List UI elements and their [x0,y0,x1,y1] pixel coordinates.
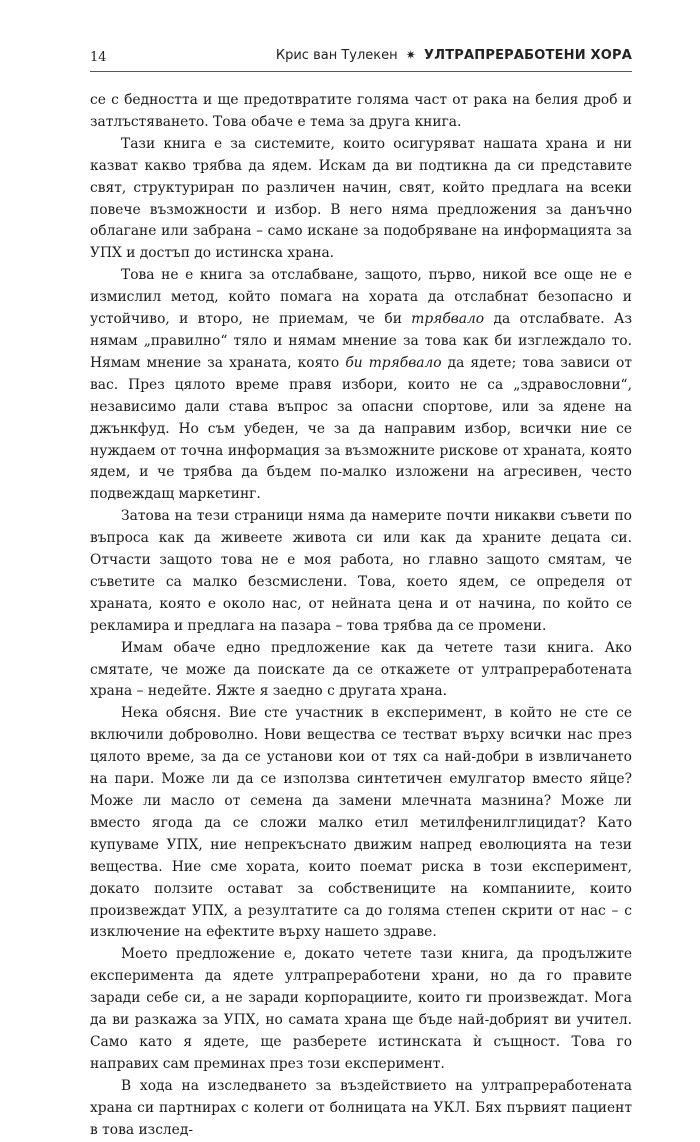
paragraph-8: В хода на изследването за въздействието на ултрапреработената храна си партнирах с колеги от болницата на УКЛ. Бях първият пациент в това изслед- [90,1077,632,1138]
star-separator-icon: ✷ [405,48,416,62]
book-title: УЛТРАПРЕРАБОТЕНИ ХОРА [423,48,632,63]
header-rule [90,71,632,72]
paragraph-3 [90,265,632,506]
running-header [90,44,632,70]
paragraph-1: се с бедността и ще предотвратите голяма част от рака на белия дроб и затлъстяването. Това обаче е тема за друга книга. [90,92,632,130]
paragraph-3-emphasis-a: трябвало [411,311,485,328]
paragraph-2: Тази книга е за системите, които осигуряват нашата храна и ни казват какво трябва да ядем. Искам да ви подтикна да си представите свят, структуриран по различен начин, свят, който предлага на всеки повече възможности и избор. В него няма предложения за данъчно облагане или забрана – само искане за подобряване на информацията за УПХ и достъп до истинска храна. [90,135,632,262]
paragraph-3-text-c: да ядете; това зависи от вас. През цялото време правя избори, които не са „здравословни“, независимо дали става въпрос за опасни спортове, или за ядене на джънкфуд. Но съм убеден, че за да направим избор, всички ние се нуждаем от точна информация за възможните рискове от храната, която ядем, и че трябва да бъдем по-малко изложени на агресивен, често подвеждащ маркетинг. [90,354,633,503]
paragraph-5: Имам обаче едно предложение как да четете тази книга. Ако смятате, че може да поискате да се откажете от ултрапреработената храна – недейте. Яжте я заедно с другата храна. [90,639,632,700]
paragraph-4: Затова на тези страници няма да намерите почти никакви съвети по въпроса как да живеете живота си или как да храните децата си. Отчасти защото това не е моя работа, но главно защото смятам, че съветите са малко безсмислени. Това, което ядем, се определя от храната, която е около нас, от нейната цена и от начина, по който се рекламира и предлага на пазара – това трябва да се промени. [90,508,632,634]
page-number: 14 [90,50,107,65]
paragraph-3-text-b: да отслабвате. Аз нямам „правилно“ тяло и нямам мнение за това как би изглеждало то. Нямам мнение за храната, която [90,311,632,371]
paragraph-3-text-a: Това не е книга за отслабване, защото, първо, никой все още не е измислил метод, който помага на хората да отслабнат безопасно и устойчиво, и второ, не приемам, че би [90,267,632,328]
paragraph-3-emphasis-b: би трябвало [345,354,442,371]
paragraph-7: Моето предложение е, докато четете тази книга, да продължите експеримента да ядете ултрапреработени храни, но да го правите заради себе си, а не заради корпорациите, които ги произвеждат. Мога да ви разкажа за УПХ, но самата храна ще бъде най-добрият ви учител. Само като я ядете, ще разберете истинската ѝ същност. Това го направих сам преминах през този експеримент. [90,946,632,1072]
header-title-group [276,48,632,63]
body-text [90,90,632,1142]
author-name: Крис ван Тулекен [275,48,398,63]
paragraph-6: Нека обясня. Вие сте участник в експеримент, в който не сте се включили доброволно. Нови вещества се тестват върху всички нас през цялото време, за да се установи кои от тях са най-добри в извличането на пари. Може ли да се използва синтетичен емулгатор вместо яйце? Може ли масло от семена да замени млечната мазнина? Може ли вместо ягода да се сложи малко етил метилфенилглицидат? Като купуваме УПХ, ние непрекъснато движим напред еволюцията на тези вещества. Ние сме хората, които поемат риска в този експеримент, докато ползите остават за собствениците на компаниите, които произвеждат УПХ, а резултатите са до голяма степен скрити от нас – с изключение на ефектите върху нашето здраве. [90,705,632,941]
